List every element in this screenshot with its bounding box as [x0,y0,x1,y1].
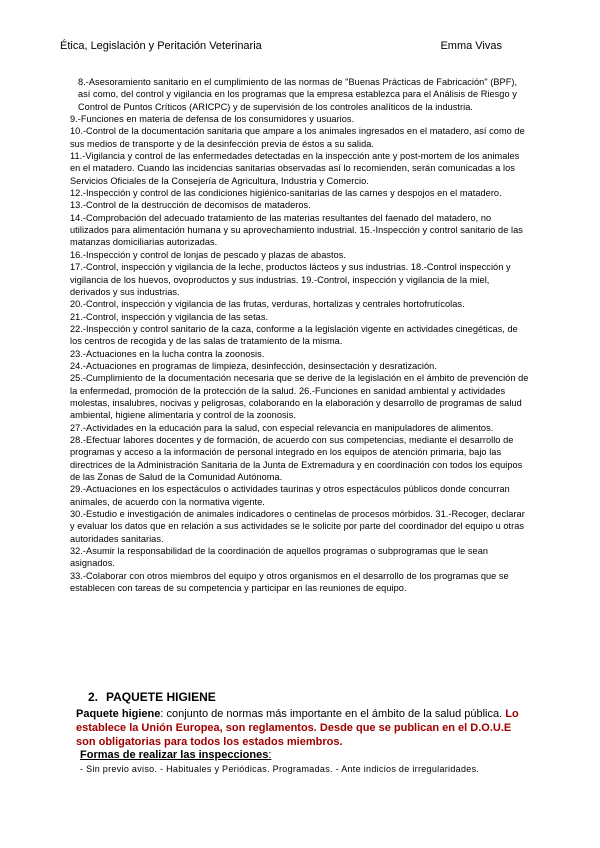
list-item: 28.-Efectuar labores docentes y de formación, de acuerdo con sus competencias, mediante el desarrollo de programas y acceso a la información de personal integrado en los equipos de atención primaria, bajo las directrices de la Administración Sanitaria de la Junta de Extremadura y en coordinación con todos los equipos de las Zonas de Salud de la Comunidad Autónoma. [70,434,523,482]
highlighted-text: Lo establece la Unión Europea, son reglamentos. Desde que se publican en el D.O.U.E son obligatorias para todos los estados miembros. [76,708,519,748]
list-item: 25.-Cumplimiento de la documentación necesaria que se derive de la legislación en el ámbito de prevención de la enfermedad, promoción de la protección de la salud. 26.-Funciones en sanidad ambiental y actividades molestas, insalubres, nocivas y peligrosas, colaborando en la elaboración y desarrollo de programas de salud ambiental, higiene alimentaria y control de la zoonosis. [70,373,529,421]
definition-paragraph [70,707,532,749]
list-item: 8.-Asesoramiento sanitario en el cumplimiento de las normas de "Buenas Prácticas de Fabricación" (BPF), así como, del control y vigilancia en los programas que la empresa establezca para el Análisis de Riesgo y Control de Puntos Críticos (ARICPC) y de supervisión de los controles analíticos de la industria. [78,77,518,112]
list-item: 13.-Control de la destrucción de decomisos de mataderos. [70,200,311,211]
list-item: 27.-Actividades en la educación para la salud, con especial relevancia en manipuladores de alimentos. [70,422,494,433]
list-item: 21.-Control, inspección y vigilancia de las setas. [70,311,269,322]
paquete-higiene-section [70,690,532,774]
course-title: Ética, Legislación y Peritación Veterinaria [60,40,262,52]
list-item: 12.-Inspección y control de las condiciones higiénico-sanitarias de las carnes y despojos en el matadero. [70,188,502,199]
list-item: 33.-Colaborar con otros miembros del equipo y otros organismos en el desarrollo de los programas que se establecen con tareas de su competencia y participar en las reuniones de equipo. [70,570,509,594]
list-item: 22.-Inspección y control sanitario de la caza, conforme a la legislación vigente en actividades cinegéticas, de los centros de recogida y de las salas de tratamiento de la misma. [70,323,518,347]
subheading-colon: : [268,749,272,761]
definition-text: : conjunto de normas más importante en el ámbito de la salud pública. [160,708,506,720]
list-item: 17.-Control, inspección y vigilancia de la leche, productos lácteos y sus industrias. 18.-Control inspección y vigilancia de los huevos, ovoproductos y sus industrias. 19.-Control, inspección y vigilancia de la miel, derivados y sus industrias. [70,262,511,297]
author-name: Emma Vivas [440,40,502,52]
subheading [80,749,532,761]
list-item: 29.-Actuaciones en los espectáculos o actividades taurinas y otros espectáculos públicos donde concurran animales, de acuerdo con la normativa vigente. [70,484,510,507]
list-item: 20.-Control, inspección y vigilancia de las frutas, verduras, hortalizas y centrales hortofrutícolas. [70,299,465,310]
inspection-types: - Sin previo aviso. - Habituales y Periódicas. Programadas. - Ante indicios de irregularidades. [80,764,480,774]
section-number: 2. [88,690,99,704]
functions-list [70,76,532,594]
list-item: 16.-Inspección y control de lonjas de pescado y plazas de abastos. [70,249,347,260]
list-item: 24.-Actuaciones en programas de limpieza, desinfección, desinsectación y desratización. [70,360,437,371]
page-header [60,40,540,52]
list-item: 32.-Asumir la responsabilidad de la coordinación de aquellos programas o subprogramas que le sean asignados. [70,546,489,569]
list-item: 10.-Control de la documentación sanitaria que ampare a los animales ingresados en el matadero, así como de sus medios de transporte y de la desinfección previa de éstos a su salida. [70,126,525,149]
list-item: 30.-Estudio e investigación de animales indicadores o centinelas de procesos mórbidos. 31.-Recoger, declarar y evaluar los datos que en relación a sus actividades se le solicite por parte del coordinador del equipo u otras autoridades sanitarias. [70,509,525,544]
section-heading [88,690,532,704]
list-item: 9.-Funciones en materia de defensa de los consumidores y usuarios. [70,114,355,125]
term: Paquete higiene [76,708,161,720]
list-item: 14.-Comprobación del adecuado tratamiento de las materias resultantes del faenado del matadero, no utilizados para alimentación humana y su aprovechamiento industrial. 15.-Inspección y control sanitario de las matanzas domiciliarias autorizadas. [70,212,523,248]
subheading-text: Formas de realizar las inspecciones [80,749,269,761]
section-title: PAQUETE HIGIENE [106,690,216,704]
list-item: 11.-Vigilancia y control de las enfermedades detectadas en la inspección ante y post-mortem de los animales en el matadero. Cuando las incidencias sanitarias observadas así lo recomienden, serán comunicadas a los Servicios Oficiales de la Consejería de Agricultura, Industria y Comercio. [70,151,520,186]
list-item: 23.-Actuaciones en la lucha contra la zoonosis. [70,348,265,359]
